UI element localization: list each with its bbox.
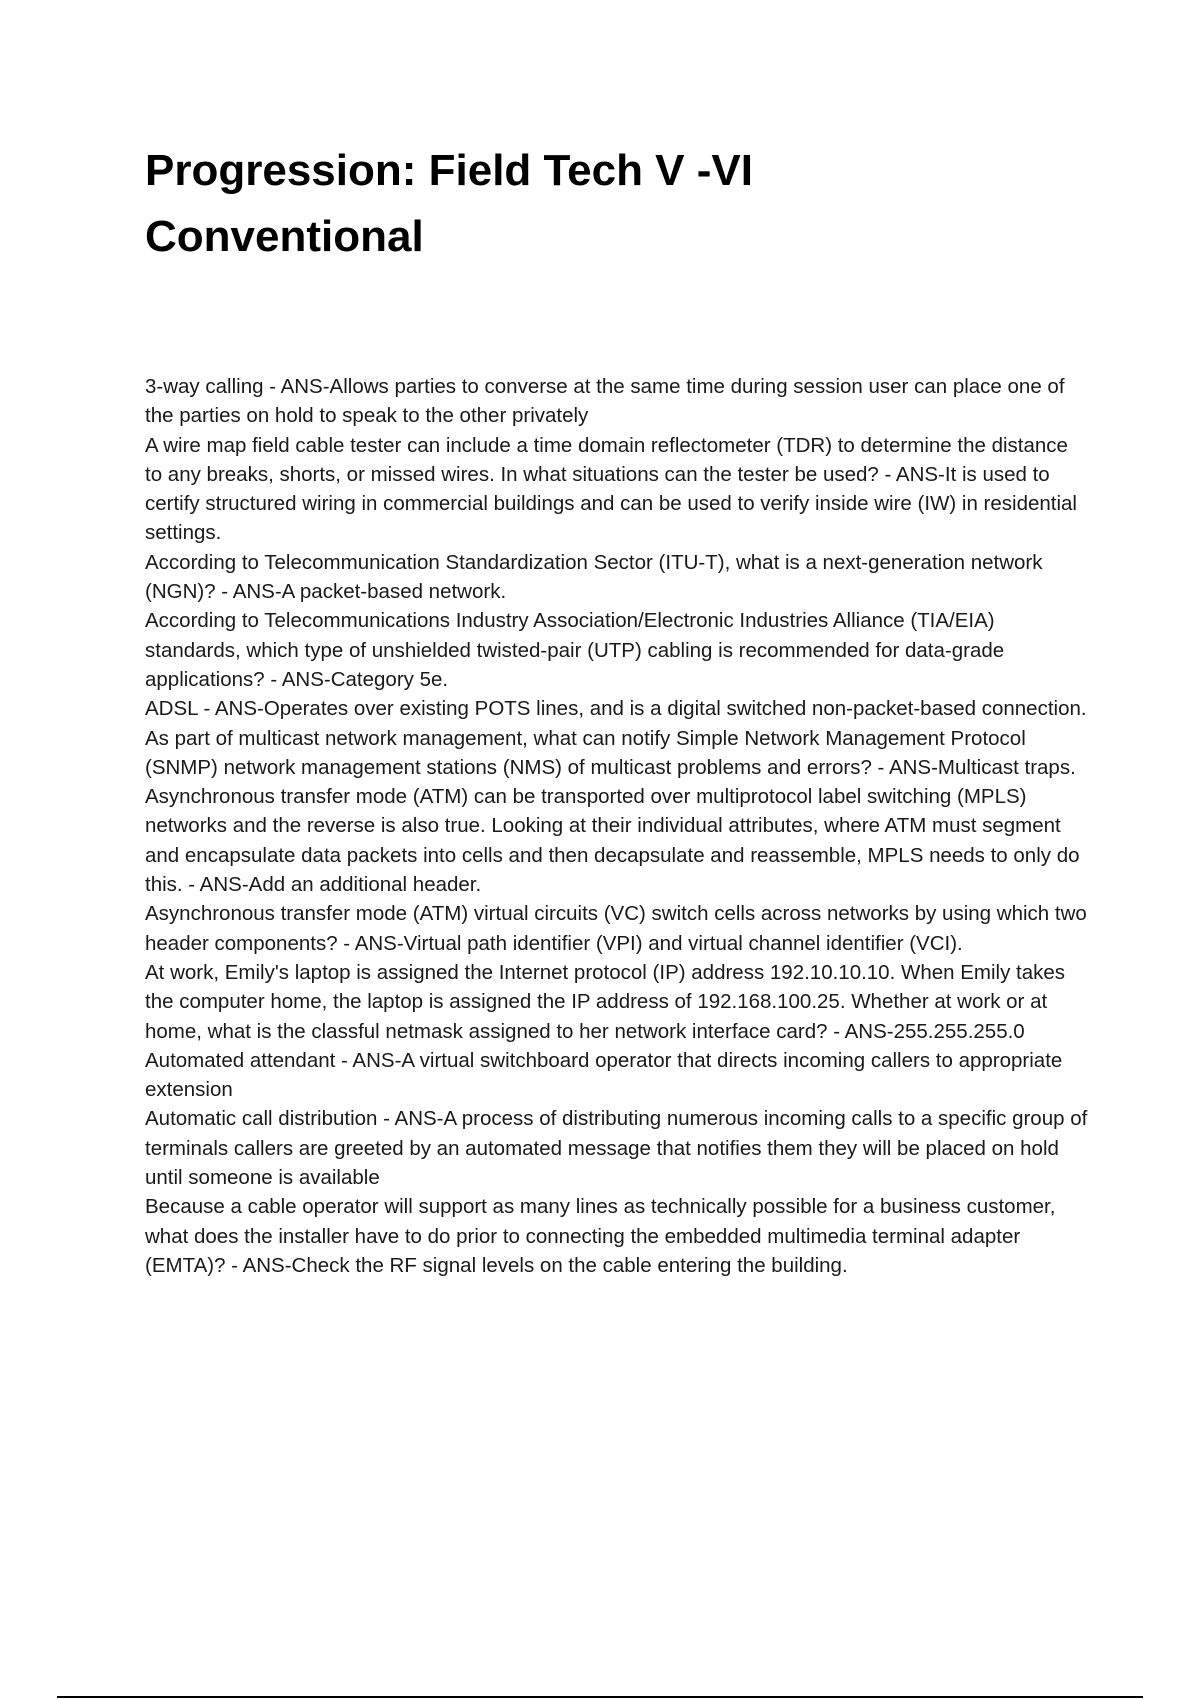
qa-entry: According to Telecommunication Standardization Sector (ITU-T), what is a next-generation network (NGN)? - ANS-A packet-based network. (145, 550, 1043, 604)
qa-entry: Because a cable operator will support as many lines as technically possible for a business customer, what does the installer have to do prior to connecting the embedded multimedia terminal adapter (EMTA)? - ANS-Check the RF signal levels on the cable entering the building. (145, 1195, 1056, 1277)
qa-entry: At work, Emily's laptop is assigned the Internet protocol (IP) address 192.10.10.10. When Emily takes the computer home, the laptop is assigned the IP address of 192.168.100.25. Whether at work or at home, what is the classful netmask assigned to her network interface card? - ANS-255.255.255.0 (145, 960, 1066, 1043)
qa-entry: Asynchronous transfer mode (ATM) can be transported over multiprotocol label switching (MPLS) networks and the reverse is also true. Looking at their individual attributes, where ATM must segment and encapsulate data packets into cells and then decapsulate and reassemble, MPLS needs to only do this. - ANS-Add an additional header. (145, 785, 1080, 897)
qa-entry: Automated attendant - ANS-A virtual switchboard operator that directs incoming callers to appropriate extension (145, 1048, 1063, 1102)
qa-entry: 3-way calling - ANS-Allows parties to converse at the same time during session user can place one of the parties on hold to speak to the other privately (145, 375, 1065, 428)
qa-entry: Automatic call distribution - ANS-A process of distributing numerous incoming calls to a specific group of terminals callers are greeted by an automated message that notifies them they will be placed on hold until someone is available (145, 1107, 1088, 1190)
title-line-1: Progression: Field Tech V -VI (145, 146, 753, 195)
qa-entry: ADSL - ANS-Operates over existing POTS lines, and is a digital switched non-packet-based connection. (145, 697, 1087, 721)
qa-entry: A wire map field cable tester can include a time domain reflectometer (TDR) to determine the distance to any breaks, shorts, or missed wires. In what situations can the tester be used? - ANS-It is used to certify structured wiring in commercial buildings and can be used to verify inside wire (IW) in residential settings. (145, 433, 1077, 545)
qa-entry: Asynchronous transfer mode (ATM) virtual circuits (VC) switch cells across networks by using which two header components? - ANS-Virtual path identifier (VPI) and virtual channel identifier (VCI). (145, 902, 1087, 955)
title-line-2: Conventional (145, 212, 424, 261)
qa-entry: As part of multicast network management, what can notify Simple Network Management Protocol (SNMP) network management stations (NMS) of multicast problems and errors? - ANS-Multicast traps. (145, 726, 1076, 779)
footer-divider (57, 1696, 1143, 1698)
qa-entry: According to Telecommunications Industry Association/Electronic Industries Alliance (TIA/EIA) standards, which type of unshielded twisted-pair (UTP) cabling is recommended for data-grade applications? - ANS-Category 5e. (145, 609, 1005, 691)
page-title (145, 138, 1045, 270)
qa-list (145, 372, 1090, 1280)
